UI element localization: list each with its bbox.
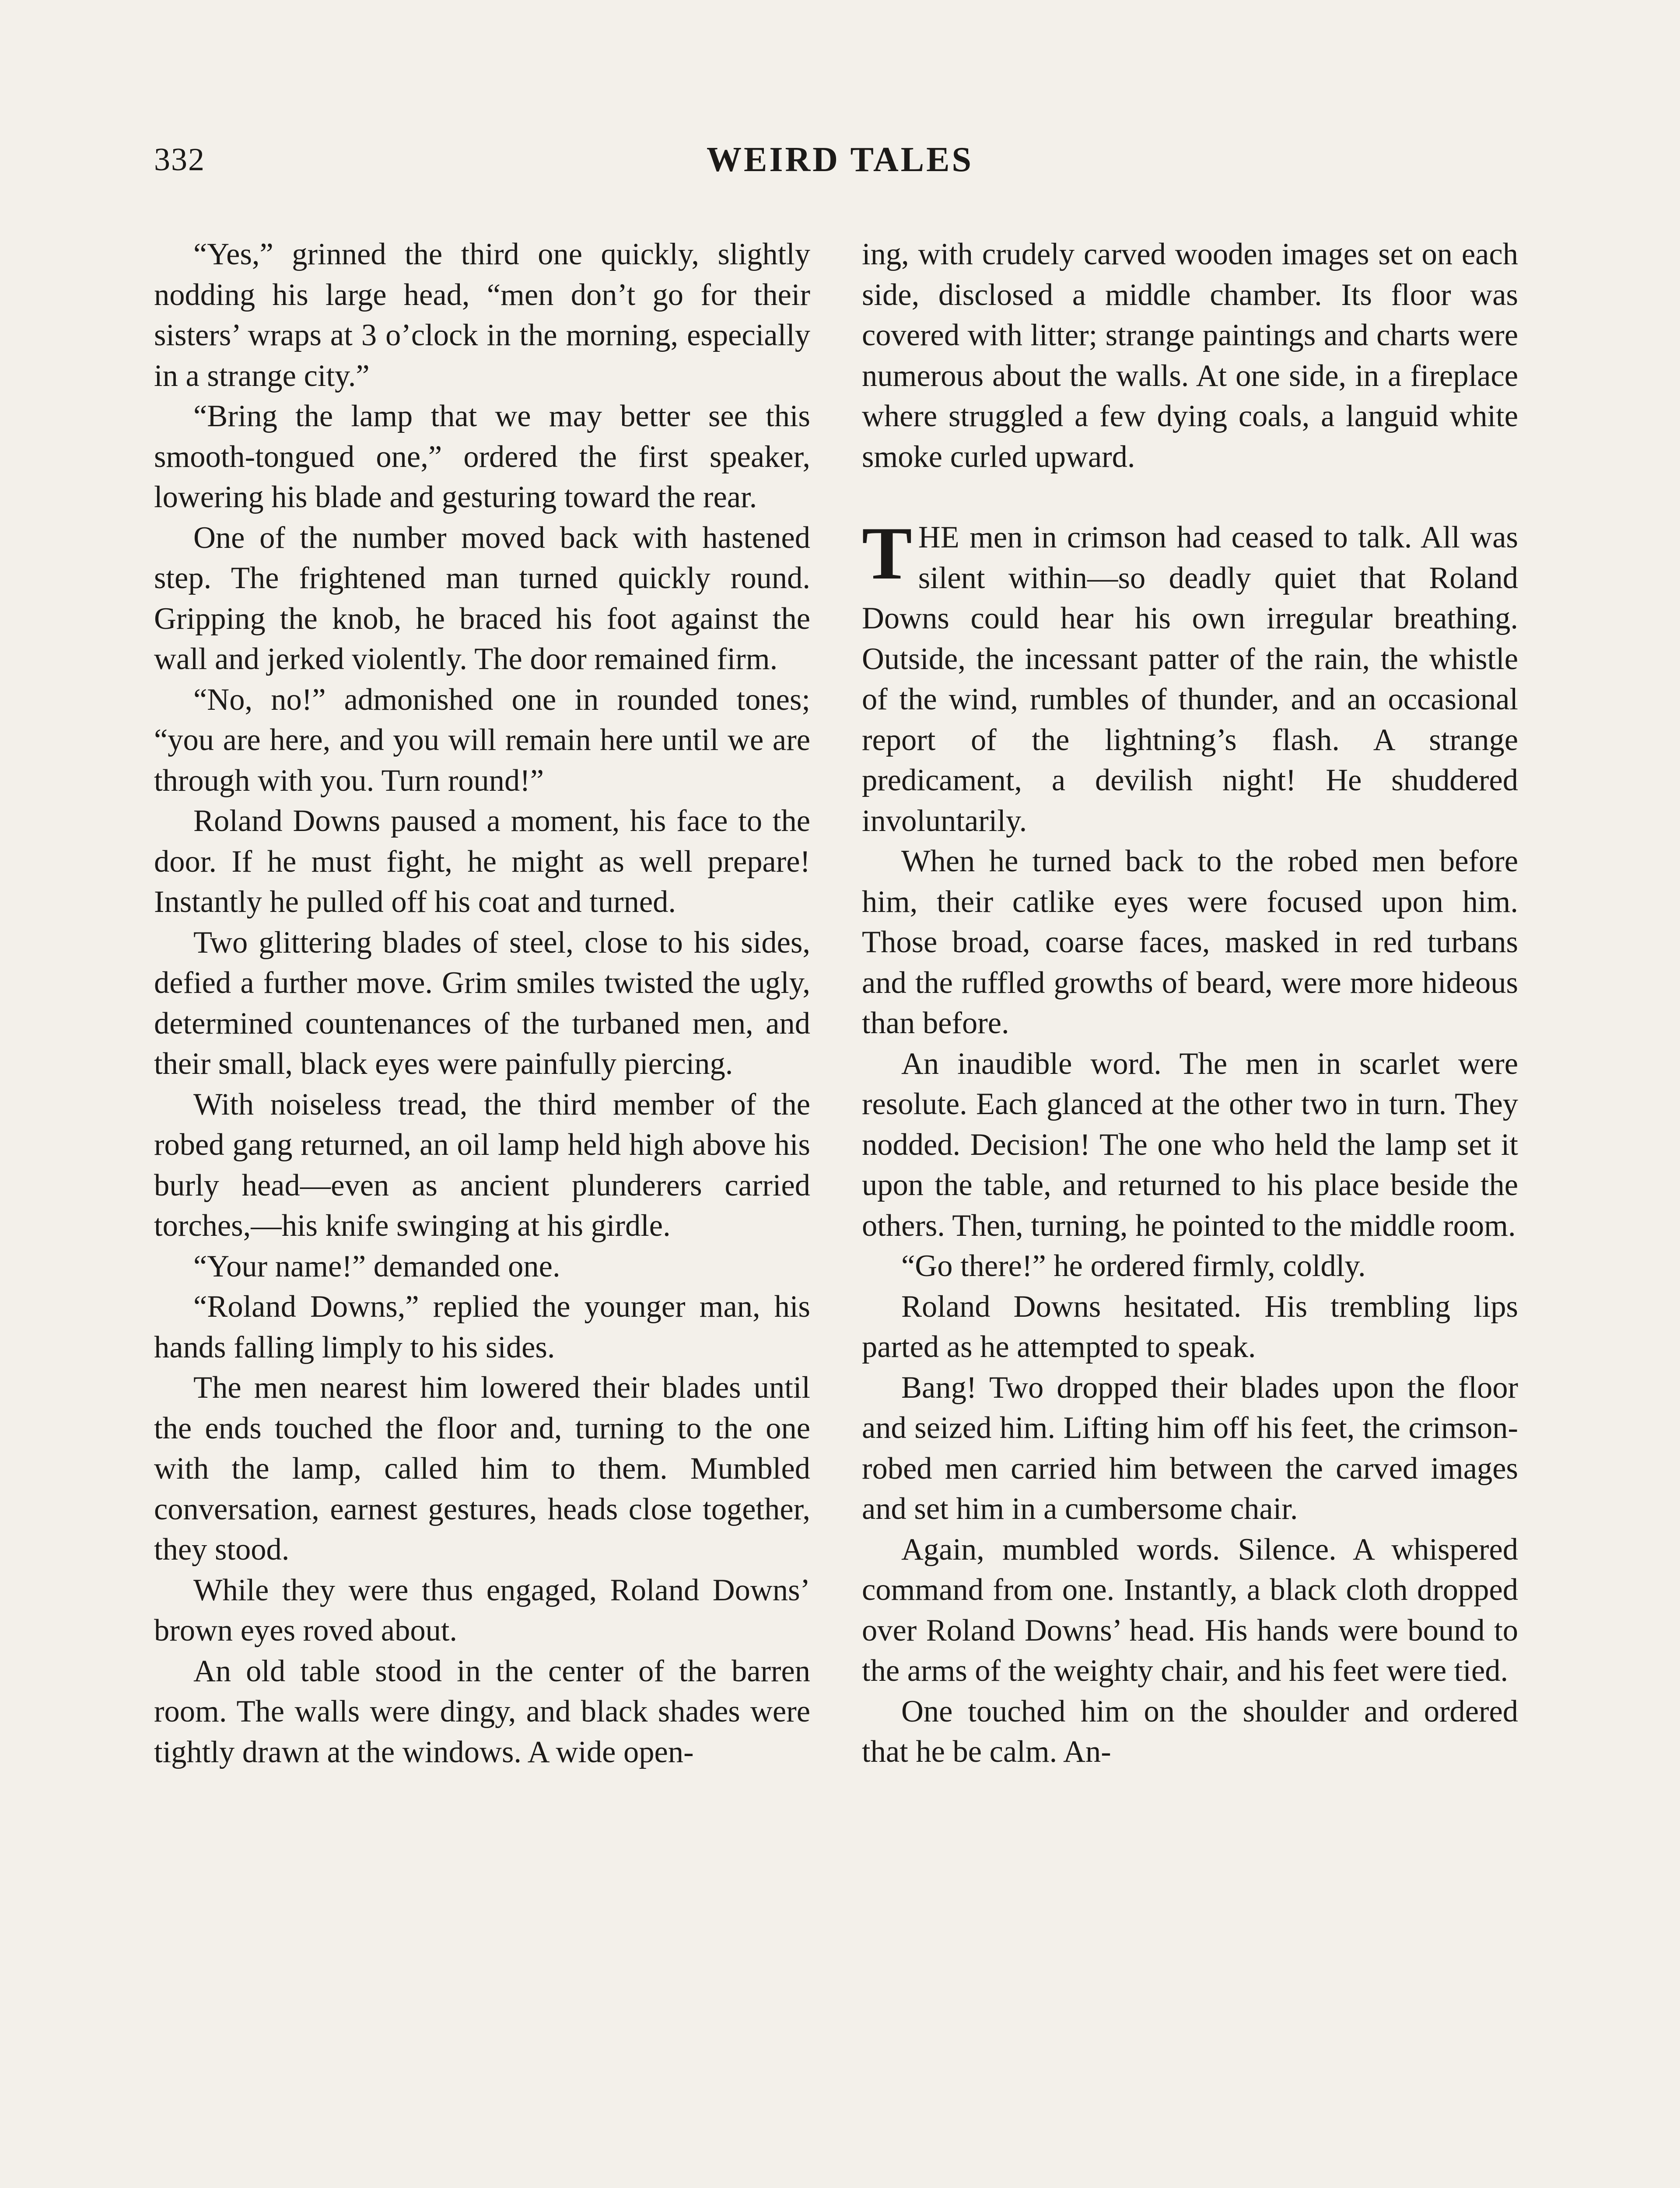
paragraph: Roland Downs hesitated. His trembling lips parted as he attempted to speak. [862, 1289, 1518, 1364]
paragraph: “Go there!” he ordered firmly, coldly. [901, 1249, 1366, 1283]
page-number: 332 [154, 142, 205, 178]
section-opening-paragraph [862, 512, 1518, 841]
paragraph: One of the number moved back with hastened step. The frightened man turned quickly round. Gripping the knob, he braced his foot against the wall and jerked violently. The door remained firm. [154, 520, 810, 676]
right-column [862, 234, 1518, 1772]
continuation-paragraph: ing, with crudely carved wooden images set on each side, disclosed a middle chamber. Its floor was covered with litter; strange paintings and charts were numerous about the walls. At one side, in a fireplace where struggled a few dying coals, a languid white smoke curled upward. [862, 237, 1518, 474]
paragraph: While they were thus engaged, Roland Downs’ brown eyes roved about. [154, 1573, 810, 1648]
paragraph: With noiseless tread, the third member of the robed gang returned, an oil lamp held high above his burly head—even as ancient plunderers carried torches,—his knife swinging at his girdle. [154, 1087, 810, 1243]
section-text: men in crimson had ceased to talk. All was silent within—so deadly quiet that Roland Downs could hear his own irregular breathing. Outside, the incessant patter of the rain, the whistle of the wind, rumbles of thunder, and an occasional report of the lightning’s flash. A strange predicament, a devilish night! He shuddered involuntarily. [862, 520, 1518, 838]
paragraph: Two glittering blades of steel, close to his sides, defied a further move. Grim smiles twisted the ugly, determined countenances of the turbaned men, and their small, black eyes were painfully piercing. [154, 925, 810, 1081]
paragraph: “Your name!” demanded one. [193, 1249, 560, 1283]
small-caps-lead: HE [918, 520, 959, 554]
running-title: WEIRD TALES [707, 140, 973, 179]
paragraph: When he turned back to the robed men before him, their catlike eyes were focused upon him. Those broad, coarse faces, masked in red turbans and the ruffled growths of beard, were more hideous than before. [862, 844, 1518, 1040]
page-header [154, 136, 1526, 184]
paragraph: One touched him on the shoulder and ordered that he be calm. An- [862, 1694, 1518, 1769]
drop-cap: T [862, 512, 912, 595]
paragraph: “Yes,” grinned the third one quickly, slightly nodding his large head, “men don’t go for their sisters’ wraps at 3 o’clock in the morning, especially in a strange city.” [154, 237, 810, 393]
paragraph: Again, mumbled words. Silence. A whispered command from one. Instantly, a black cloth dropped over Roland Downs’ head. His hands were bound to the arms of the weighty chair, and his feet were tied. [862, 1532, 1518, 1688]
paragraph: “Roland Downs,” replied the younger man, his hands falling limply to his sides. [154, 1290, 810, 1364]
paragraph: “No, no!” admonished one in rounded tones; “you are here, and you will remain here until we are through with you. Turn round!” [154, 682, 810, 798]
paragraph: “Bring the lamp that we may better see this smooth-tongued one,” ordered the first speaker, lowering his blade and gesturing toward the rear. [154, 399, 810, 514]
paragraph: An inaudible word. The men in scarlet were resolute. Each glanced at the other two in turn. They nodded. Decision! The one who held the lamp set it upon the table, and returned to his place beside the others. Then, turning, he pointed to the middle room. [862, 1046, 1518, 1243]
paragraph: Roland Downs paused a moment, his face to the door. If he must fight, he might as well prepare! Instantly he pulled off his coat and turned. [154, 804, 810, 919]
paragraph: An old table stood in the center of the barren room. The walls were dingy, and black shades were tightly drawn at the windows. A wide open- [154, 1654, 810, 1769]
paragraph: The men nearest him lowered their blades until the ends touched the floor and, turning to the one with the lamp, called him to them. Mumbled conversation, earnest gestures, heads close together, they stood. [154, 1371, 810, 1567]
left-column [154, 234, 810, 1772]
paragraph: Bang! Two dropped their blades upon the floor and seized him. Lifting him off his feet, the crimson-robed men carried him between the carved images and set him in a cumbersome chair. [862, 1370, 1518, 1526]
